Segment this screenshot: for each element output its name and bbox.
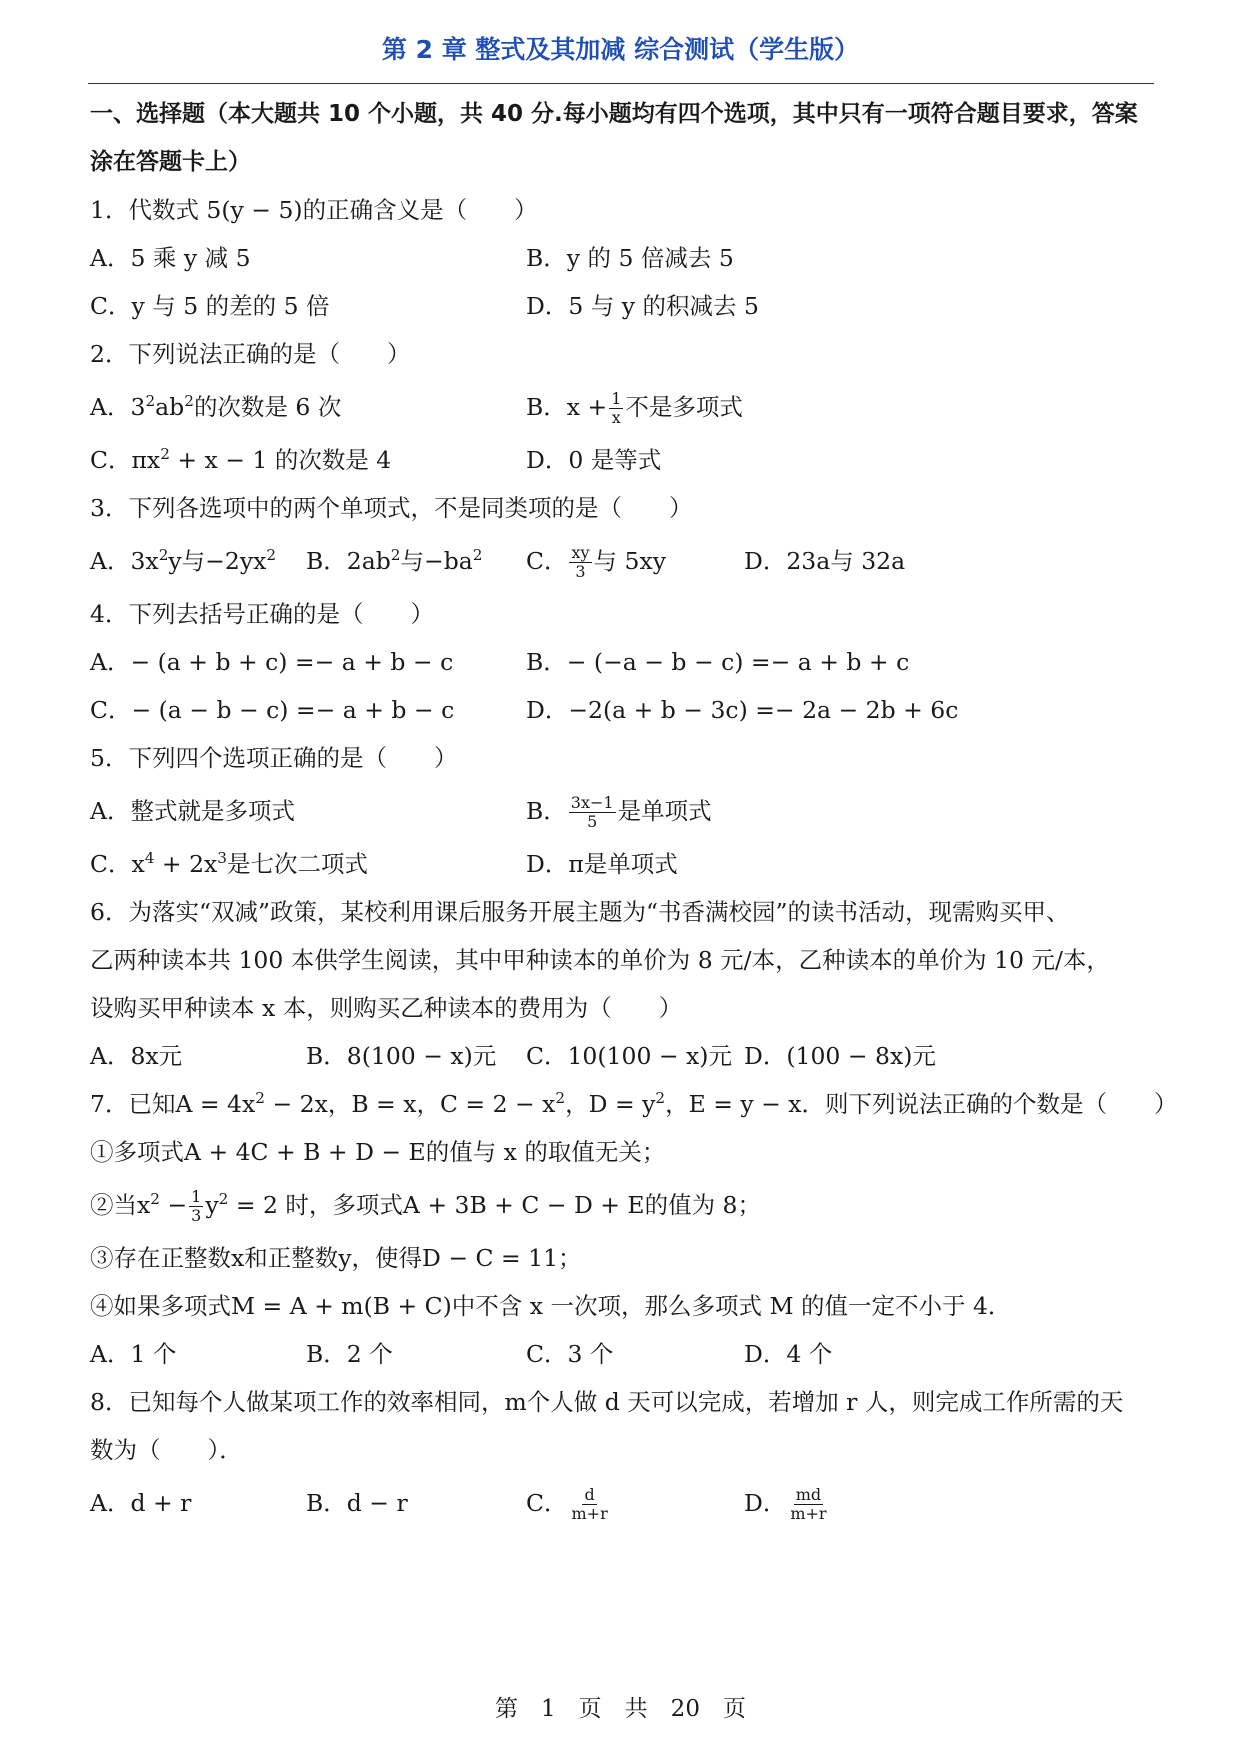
question-6-stem-line-3: 设购买甲种读本 x 本，则购买乙种读本的费用为（ ）: [90, 994, 683, 1022]
q6-option-b: B．8(100 − x)元: [306, 1042, 497, 1070]
fraction: $\frac{d}{m+r}$: [571, 1485, 608, 1523]
page-footer: 第 1 页 共 20 页: [495, 1696, 746, 1722]
fraction: $\frac{3x-1}{5}$: [570, 793, 614, 831]
q8-option-d: D． $\frac{md}{m+r}$: [744, 1485, 827, 1523]
question-6-options: [90, 1032, 1156, 1080]
q6-option-a: A．8x元: [90, 1042, 183, 1070]
question-3-stem: 3．下列各选项中的两个单项式，不是同类项的是（ ）: [90, 494, 693, 522]
question-5-options-row-1: [90, 782, 1156, 840]
question-1-options-row-1: [90, 234, 1156, 282]
question-7-options: [90, 1330, 1156, 1378]
question-6-stem-line-2: 乙两种读本共 100 本供学生阅读，其中甲种读本的单价为 8 元/本，乙种读本的单价为 10 元/本，: [90, 946, 1110, 974]
q5-option-c: C．$x^4 + 2x^3$是七次二项式: [90, 849, 369, 878]
q2-option-c: C．$\pi x^2 + x - 1$ 的次数是 4: [90, 445, 392, 474]
fraction: $\frac{xy}{3}$: [571, 543, 590, 581]
q8-option-b: B．d − r: [306, 1489, 408, 1517]
fraction: $\frac{1}{x}$: [611, 389, 622, 427]
q3-option-b: B．$2ab^2$与$-ba^2$: [306, 546, 483, 575]
question-4-options-row-1: [90, 638, 1156, 686]
header-divider: [88, 83, 1154, 84]
question-8-stem-line-2: 数为（ ）．: [90, 1436, 243, 1464]
q3-option-a: A．$3x^2y$与$-2yx^2$: [90, 546, 277, 575]
question-content: [90, 90, 1178, 1532]
q8-option-a: A．d + r: [90, 1489, 192, 1517]
q4-option-b: B．− (−a − b − c) =− a + b + c: [526, 648, 910, 676]
q5-option-d: D．π是单项式: [526, 850, 678, 878]
q7-option-d: D．4 个: [744, 1340, 833, 1368]
question-7-stem: 7．已知$A = 4x^2 - 2x$，B = x，$C = 2 - x^2$，$D = y^2$，E = y − x．则下列说法正确的个数是（ ）: [90, 1089, 1178, 1118]
q7-option-b: B．2 个: [306, 1340, 393, 1368]
question-1-options-row-2: [90, 282, 1156, 330]
question-6-stem-line-1: 6．为落实“双减”政策，某校利用课后服务开展主题为“书香满校园”的读书活动，现需购买甲、: [90, 898, 1070, 926]
question-8-options: [90, 1474, 1156, 1532]
q1-option-d: D．5 与 y 的积减去 5: [526, 292, 759, 320]
question-2-options-row-1: [90, 378, 1156, 436]
question-3-options: [90, 532, 1156, 590]
fraction: $\frac{md}{m+r}$: [790, 1485, 827, 1523]
q1-option-a: A．5 乘 y 减 5: [90, 244, 251, 272]
q7-option-c: C．3 个: [526, 1340, 614, 1368]
q2-option-b: B．x + $\frac{1}{x}$ 不是多项式: [526, 389, 743, 427]
q2-option-a: A．$3^2ab^2$的次数是 6 次: [90, 392, 342, 421]
q4-option-d: D．−2(a + b − 3c) =− 2a − 2b + 6c: [526, 696, 959, 724]
q3-option-c: C． $\frac{xy}{3}$ 与 5xy: [526, 543, 666, 581]
section-heading: 一、选择题（本大题共 10 个小题，共 40 分.每小题均有四个选项，其中只有一项符合题目要求，答案涂在答题卡上）: [90, 101, 1138, 175]
fraction: $\frac{1}{3}$: [191, 1187, 202, 1225]
q1-option-b: B．y 的 5 倍减去 5: [526, 244, 734, 272]
question-1-stem: 1．代数式 5(y − 5)的正确含义是（ ）: [90, 196, 538, 224]
q2-option-d: D．0 是等式: [526, 446, 662, 474]
q4-option-a: A．− (a + b + c) =− a + b − c: [90, 648, 454, 676]
question-4-stem: 4．下列去括号正确的是（ ）: [90, 600, 434, 628]
question-5-stem: 5．下列四个选项正确的是（ ）: [90, 744, 458, 772]
page-title: 第 2 章 整式及其加减 综合测试（学生版）: [381, 35, 860, 64]
q7-option-a: A．1 个: [90, 1340, 177, 1368]
question-7-statement-1: ①多项式A + 4C + B + D − E的值与 x 的取值无关；: [90, 1138, 666, 1166]
question-7-statement-3: ③存在正整数x和正整数y，使得D − C = 11；: [90, 1244, 582, 1272]
q5-option-b: B． $\frac{3x-1}{5}$ 是单项式: [526, 793, 712, 831]
question-7-statement-2: ②当$x^2$ − $\frac{1}{3}$ $y^2 = 2$ 时，多项式A + 3B + C − D + E的值为 8；: [90, 1187, 762, 1225]
question-2-stem: 2．下列说法正确的是（ ）: [90, 340, 411, 368]
q1-option-c: C．y 与 5 的差的 5 倍: [90, 292, 330, 320]
q8-option-c: C． $\frac{d}{m+r}$: [526, 1485, 608, 1523]
question-5-options-row-2: [90, 840, 1156, 888]
question-7-statement-4: ④如果多项式M = A + m(B + C)中不含 x 一次项，那么多项式 M 的值一定不小于 4．: [90, 1292, 1012, 1320]
question-8-stem-line-1: 8．已知每个人做某项工作的效率相同，m个人做 d 天可以完成，若增加 r 人，则完成工作所需的天: [90, 1388, 1124, 1416]
q3-option-d: D．23a与 32a: [744, 547, 906, 575]
q4-option-c: C．− (a − b − c) =− a + b − c: [90, 696, 455, 724]
q5-option-a: A．整式就是多项式: [90, 797, 295, 825]
q6-option-d: D．(100 − 8x)元: [744, 1042, 936, 1070]
question-4-options-row-2: [90, 686, 1156, 734]
q6-option-c: C．10(100 − x)元: [526, 1042, 732, 1070]
question-2-options-row-2: [90, 436, 1156, 484]
